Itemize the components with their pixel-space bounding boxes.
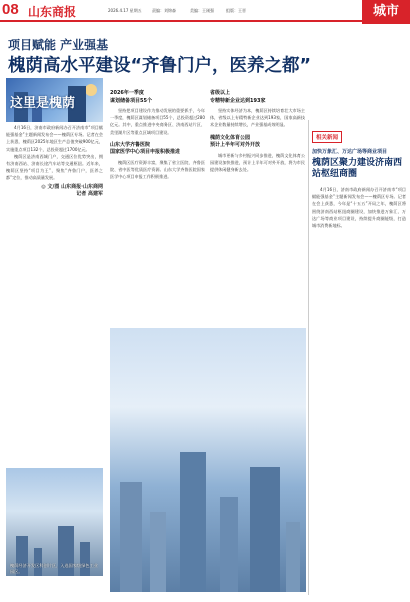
paragraph: 坚持实体经济为本，槐荫区持续培育壮大市场主体，省级以上专精特新企业达到193家，国家高新技术企业数量持续增长，产业强基成效明显。 <box>210 108 305 128</box>
kicker: 项目赋能 产业强基 <box>8 38 109 52</box>
page-header <box>0 0 410 22</box>
sub-headline: 山东大学齐鲁医院 国家医学中心项目申报积极推进 <box>110 141 181 156</box>
headline: 槐荫高水平建设“齐鲁门户，医养之都” <box>8 56 312 76</box>
section-badge: 城市 <box>362 0 410 24</box>
hero-title: 这里是槐荫 <box>10 96 76 111</box>
photo-caption: 槐荫经济开发区科创片区，入选国家级绿色工业园区。 <box>10 563 98 574</box>
related-news-tag: 相关新闻 <box>312 131 342 143</box>
sub-headline: 省级以上 专精特新企业达到193家 <box>210 90 266 104</box>
proofreader: 组版：王晋 <box>226 8 246 13</box>
column-divider <box>308 120 309 595</box>
sub-headline: 2026年一季度 谋划储备项目55个 <box>110 90 152 104</box>
related-kicker: 加快万象汇、万达广场等商业项目 <box>312 149 388 155</box>
paragraph: 坚持把项目建设作为推动发展的重要抓手，今年一季度，槐荫区谋划储备项目55个，总投资超过280亿元。其中，重点推进中央商务区、济南西站片区、美里湖片区等重点区域项目建设。 <box>110 108 205 135</box>
sun-graphic <box>85 84 97 96</box>
park-photo <box>6 468 103 576</box>
middle-column-1 <box>110 88 205 180</box>
hero-image <box>6 78 103 122</box>
byline: ◎ 文/图 山东商报·山东商网 记者 高建军 <box>41 183 103 197</box>
paragraph: 城市更新与乡村振兴同步推进，槐荫文化体育公园建设加快推进，预计上半年可对外开放，将为市民提供休闲健身新去处。 <box>210 152 305 173</box>
section-name: 山东商报 <box>28 5 77 19</box>
district-aerial-photo <box>110 328 306 592</box>
related-text: 4月16日，济南市政府新闻办召开济南市“项目赋能强基金”主题新闻发布会——槐荫区专场。记者在会上获悉，今年是“十五五”开局之年，槐荫区将围绕济南西站枢纽商圈建设，加快推进万象汇、万达广场等商业项目建设，持续提升商圈能级，打造城市消费新地标。 <box>312 187 406 229</box>
issue-date: 2026.4.17 星期五 <box>108 8 142 13</box>
paragraph: 槐荫区医疗资源丰富，聚集了省立医院、齐鲁医院、省中医等优质医疗资源。山东大学齐鲁医院国家医学中心项目申报工作积极推进。 <box>110 159 205 180</box>
left-body <box>6 124 103 198</box>
editor: 责编：刘锦森 <box>152 8 176 13</box>
sub-headline: 槐荫文化体育公园 预计上半年可对外开放 <box>210 134 261 149</box>
left-column <box>6 78 103 518</box>
middle-column-2 <box>210 88 305 173</box>
related-title: 槐荫区聚力建设济南西站枢纽商圈 <box>312 158 403 179</box>
page-number: 08 <box>2 1 19 18</box>
designer: 美编：王刚强 <box>190 8 214 13</box>
related-news-panel <box>312 124 406 594</box>
paragraph: 槐荫区是济南西城门户，交通区位优势突出，拥有济南西站、济南长途汽车站等交通枢纽。近年来，槐荫区坚持“项目为王”，聚焦“齐鲁门户，医养之都”定位，推动高质量发展。 <box>6 153 103 181</box>
paragraph: 4月16日，济南市政府新闻办召开济南市“项目赋能强基金”主题新闻发布会——槐荫区专场。记者在会上获悉，槐荫区2025年地区生产总值突破900亿元，实施重点项目132个，总投资超过1700亿元。 <box>6 125 103 152</box>
